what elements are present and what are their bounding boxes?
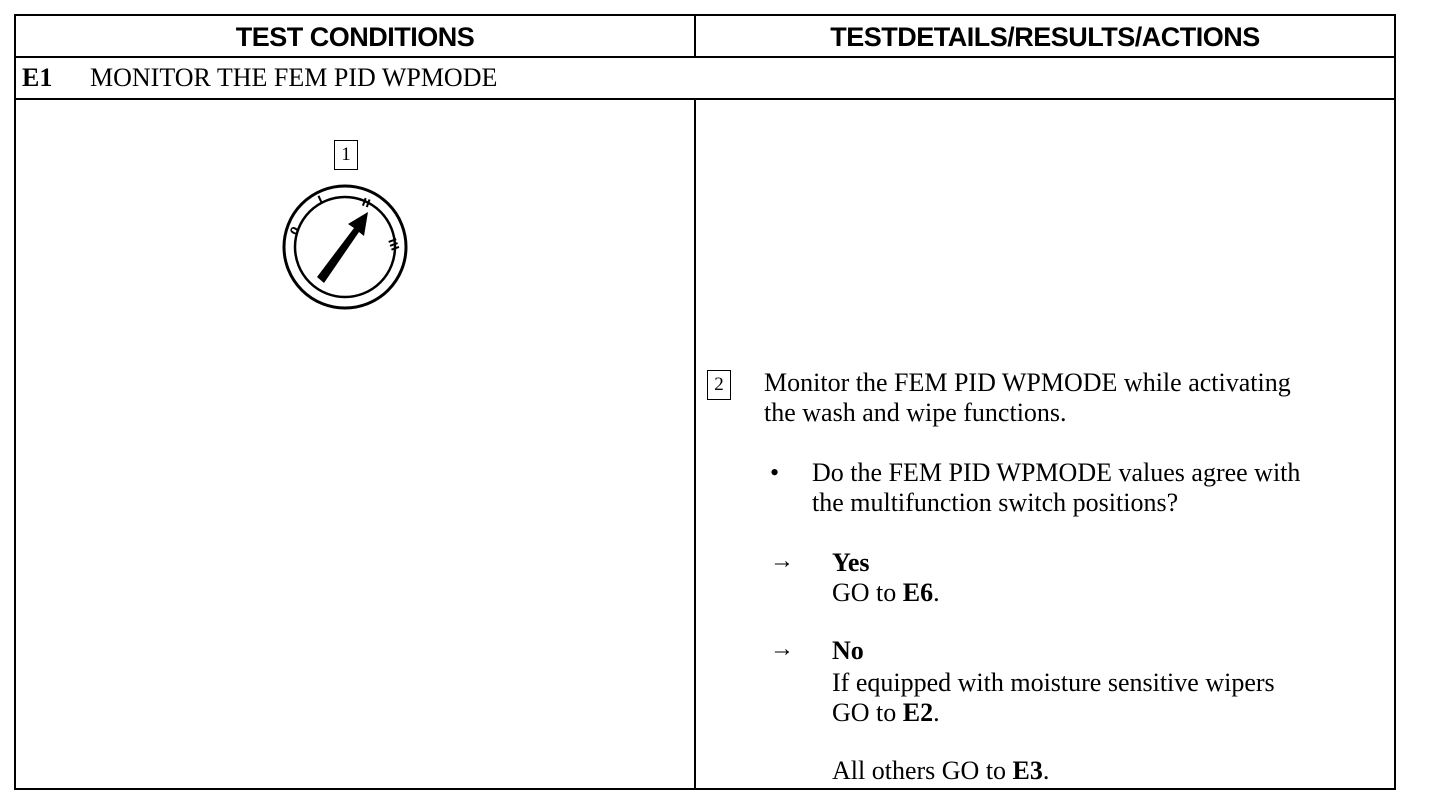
dial-pointer [317, 212, 368, 283]
no-action [832, 698, 940, 728]
instruction-line-1: Monitor the FEM PID WPMODE while activating [764, 368, 1291, 397]
test-table [14, 14, 1396, 790]
no-label: No [832, 636, 864, 665]
question-line-2: the multifunction switch positions? [812, 488, 1179, 517]
step-id: E1 [22, 63, 53, 92]
others-action-prefix: All others GO to [832, 756, 1013, 785]
no-action-target: E2 [902, 698, 934, 727]
ignition-switch-icon [280, 182, 410, 312]
others-action [832, 756, 1049, 786]
column-divider [694, 100, 696, 790]
yes-action-prefix: GO to [832, 578, 903, 607]
step-title: MONITOR THE FEM PID WPMODE [90, 63, 498, 92]
no-action-prefix: GO to [832, 698, 903, 727]
yes-action-target: E6 [902, 578, 934, 607]
yes-action-suffix: . [933, 578, 940, 607]
instruction-line-2: the wash and wipe functions. [764, 398, 1067, 427]
question-line-1: Do the FEM PID WPMODE values agree with [812, 458, 1301, 487]
others-action-suffix: . [1042, 756, 1050, 785]
yes-action [832, 578, 940, 608]
yes-arrow-icon: → [770, 548, 794, 574]
step-row [16, 58, 1394, 100]
test-details-header: TESTDETAILS/RESULTS/ACTIONS [696, 16, 1394, 58]
no-line-1: If equipped with moisture sensitive wipers [832, 668, 1275, 697]
no-action-suffix: . [933, 698, 940, 727]
dial-label-0: 0 [287, 224, 303, 238]
others-action-target: E3 [1012, 756, 1043, 785]
bullet: • [770, 458, 780, 487]
dial-label-1: I [315, 193, 325, 207]
test-conditions-header: TEST CONDITIONS [16, 16, 696, 58]
dial-label-3: III [385, 236, 402, 253]
no-arrow-icon: → [770, 636, 794, 662]
callout-2: 2 [707, 370, 731, 400]
dial-label-2: II [359, 195, 373, 211]
callout-1: 1 [334, 140, 358, 170]
yes-label: Yes [832, 548, 870, 577]
